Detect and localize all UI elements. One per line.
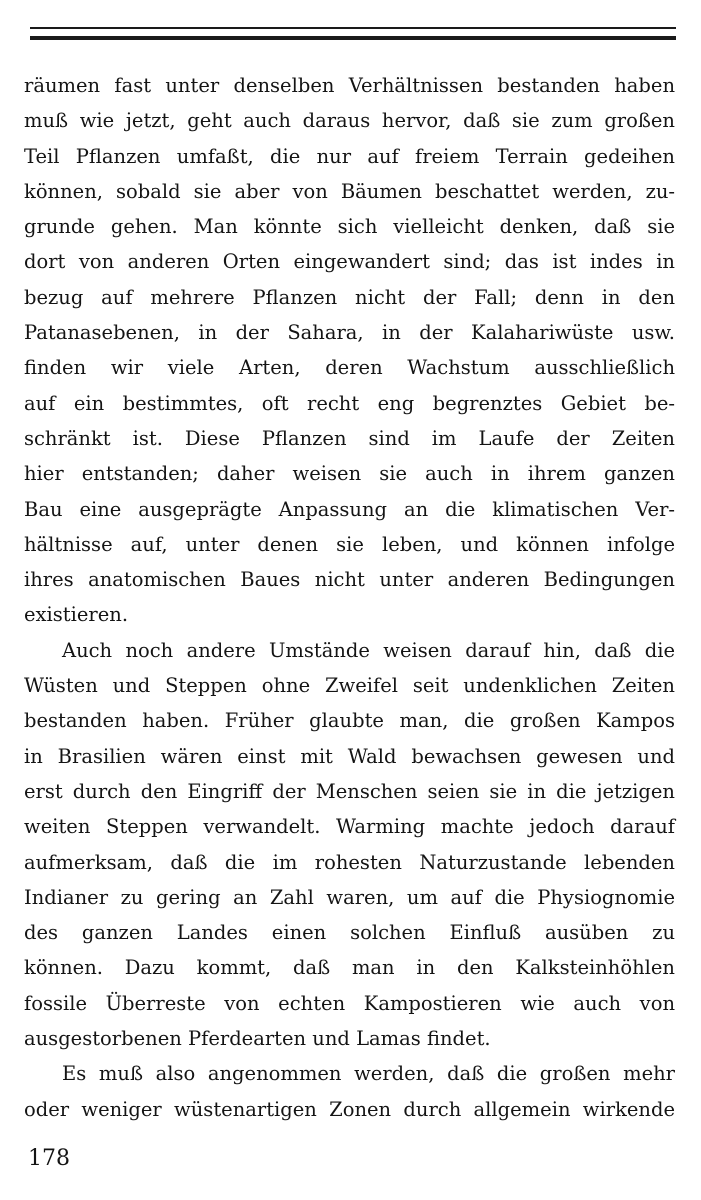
paragraph-first-line: Auch noch andere Umstände weisen darauf hin, daß die — [62, 638, 675, 662]
text-line: Teil Pflanzen umfaßt, die nur auf freiem Terrain gedeihen — [24, 144, 675, 168]
text-line: schränkt ist. Diese Pflanzen sind im Laufe der Zeiten — [24, 426, 675, 450]
text-line: oder weniger wüstenartigen Zonen durch allgemein wirkende — [24, 1097, 675, 1121]
header-rule-thin — [30, 27, 676, 29]
text-line: auf ein bestimmtes, oft recht eng begrenztes Gebiet be- — [24, 391, 675, 415]
text-line: hältnisse auf, unter denen sie leben, und können infolge — [24, 532, 675, 556]
text-line: bestanden haben. Früher glaubte man, die großen Kampos — [24, 709, 675, 733]
text-line: bezug auf mehrere Pflanzen nicht der Fall; denn in den — [24, 285, 675, 309]
text-line: können. Dazu kommt, daß man in den Kalksteinhöhlen — [24, 956, 675, 980]
text-line: Patanasebenen, in der Sahara, in der Kalahariwüste usw. — [24, 321, 675, 345]
text-line: Indianer zu gering an Zahl waren, um auf die Physiognomie — [24, 885, 675, 909]
text-line: grunde gehen. Man könnte sich vielleicht denken, daß sie — [24, 215, 675, 239]
text-line: ihres anatomischen Baues nicht unter anderen Bedingungen — [24, 568, 675, 592]
text-line: weiten Steppen verwandelt. Warming machte jedoch darauf — [24, 815, 675, 839]
text-line: in Brasilien wären einst mit Wald bewachsen gewesen und — [24, 744, 675, 768]
text-line: muß wie jetzt, geht auch daraus hervor, daß sie zum großen — [24, 109, 675, 133]
text-line: Bau eine ausgeprägte Anpassung an die klimatischen Ver- — [24, 497, 675, 521]
paragraph-end-line: ausgestorbenen Pferdearten und Lamas findet. — [24, 1027, 491, 1051]
text-line: fossile Überreste von echten Kampostieren wie auch von — [24, 991, 675, 1015]
header-rule-thick — [30, 36, 676, 40]
text-line: des ganzen Landes einen solchen Einfluß ausüben zu — [24, 921, 675, 945]
text-line: erst durch den Eingriff der Menschen seien sie in die jetzigen — [24, 779, 675, 803]
text-line: dort von anderen Orten eingewandert sind; das ist indes in — [24, 250, 675, 274]
text-line: Wüsten und Steppen ohne Zweifel seit undenklichen Zeiten — [24, 674, 675, 698]
paragraph-end-line: existieren. — [24, 603, 129, 627]
text-line: können, sobald sie aber von Bäumen beschattet werden, zu- — [24, 179, 675, 203]
text-line: räumen fast unter denselben Verhältnissen bestanden haben — [24, 74, 675, 97]
text-line: hier entstanden; daher weisen sie auch in ihrem ganzen — [24, 462, 675, 486]
body-text — [24, 68, 675, 1127]
paragraph-first-line: Es muß also angenommen werden, daß die großen mehr — [62, 1062, 675, 1086]
text-line: finden wir viele Arten, deren Wachstum ausschließlich — [24, 356, 675, 380]
text-line: aufmerksam, daß die im rohesten Naturzustande lebenden — [24, 850, 675, 874]
page-number: 178 — [28, 1146, 70, 1171]
